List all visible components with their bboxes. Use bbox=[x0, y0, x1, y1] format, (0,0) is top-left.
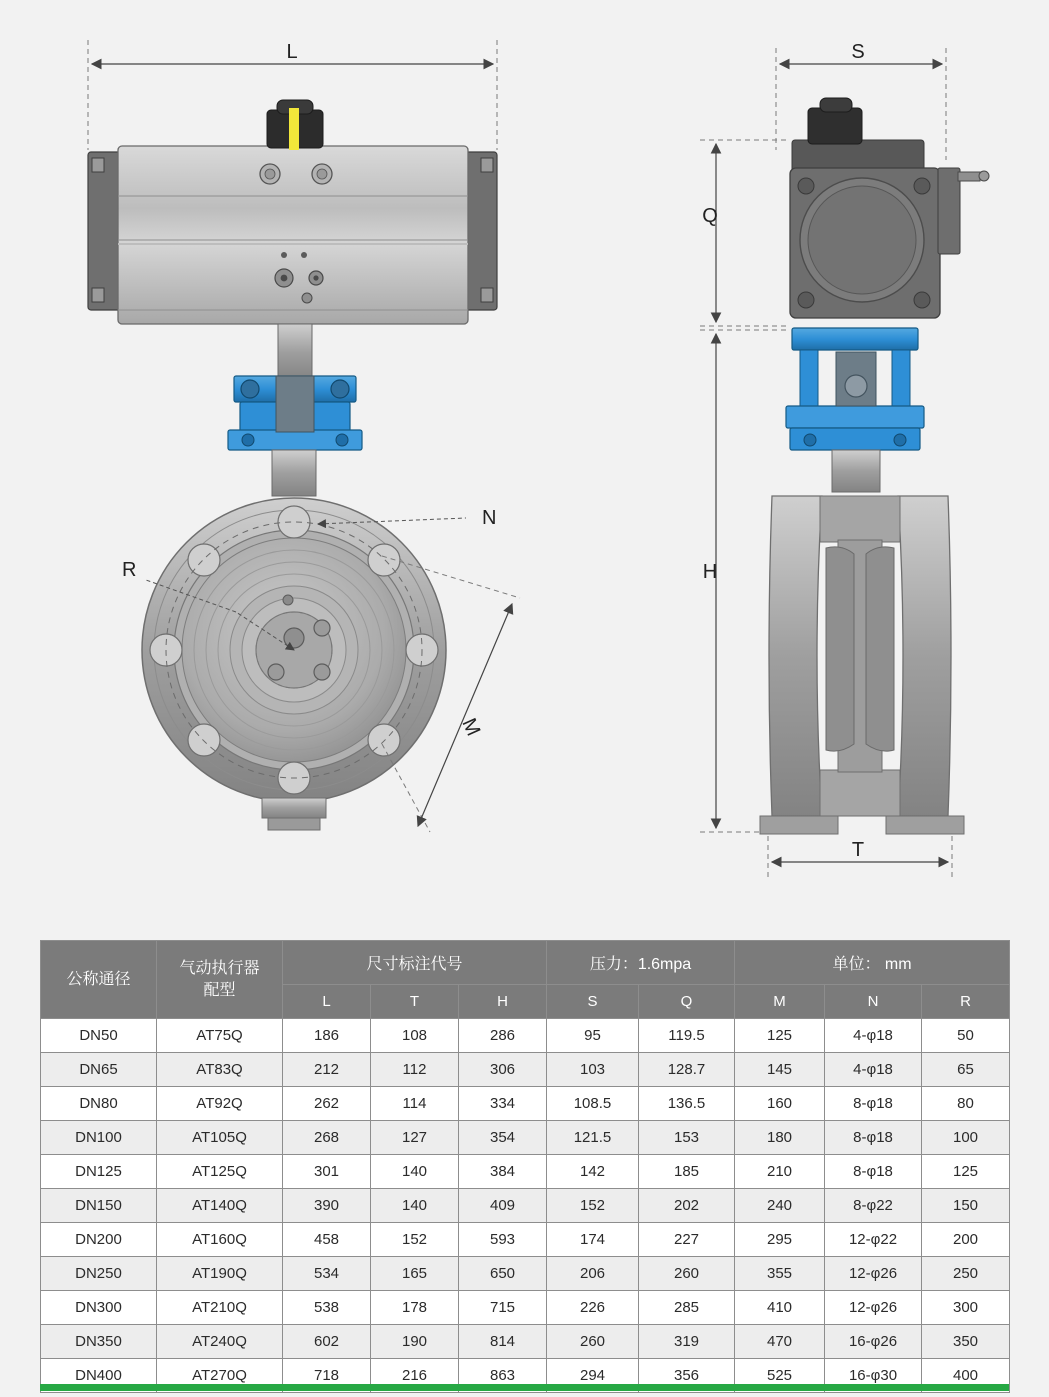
table-row bbox=[41, 1087, 1010, 1121]
cell-M: 180 bbox=[735, 1121, 825, 1155]
cell-S: 121.5 bbox=[547, 1121, 639, 1155]
cell-dn: DN80 bbox=[41, 1087, 157, 1121]
cell-T: 112 bbox=[371, 1053, 459, 1087]
cell-Q: 153 bbox=[639, 1121, 735, 1155]
cell-actuator: AT270Q bbox=[157, 1359, 283, 1393]
valve-body-side bbox=[760, 492, 964, 834]
position-indicator bbox=[267, 100, 323, 150]
cell-actuator: AT92Q bbox=[157, 1087, 283, 1121]
table-row bbox=[41, 1155, 1010, 1189]
cell-Q: 136.5 bbox=[639, 1087, 735, 1121]
cell-T: 152 bbox=[371, 1223, 459, 1257]
cell-L: 718 bbox=[283, 1359, 371, 1393]
cell-dn: DN200 bbox=[41, 1223, 157, 1257]
header-actuator-line2: 配型 bbox=[203, 981, 236, 999]
cell-S: 226 bbox=[547, 1291, 639, 1325]
cell-R: 100 bbox=[922, 1121, 1010, 1155]
cell-H: 384 bbox=[459, 1155, 547, 1189]
cell-H: 715 bbox=[459, 1291, 547, 1325]
cell-N: 12-φ26 bbox=[825, 1257, 922, 1291]
cell-dn: DN65 bbox=[41, 1053, 157, 1087]
dimension-label-Q: Q bbox=[702, 205, 718, 227]
cell-R: 150 bbox=[922, 1189, 1010, 1223]
cell-H: 593 bbox=[459, 1223, 547, 1257]
dimension-label-L: L bbox=[286, 41, 298, 63]
cell-H: 286 bbox=[459, 1019, 547, 1053]
cell-R: 250 bbox=[922, 1257, 1010, 1291]
cell-T: 114 bbox=[371, 1087, 459, 1121]
header-col-M: M bbox=[735, 985, 825, 1019]
cell-actuator: AT210Q bbox=[157, 1291, 283, 1325]
specification-table-body bbox=[41, 1019, 1010, 1393]
cell-actuator: AT190Q bbox=[157, 1257, 283, 1291]
header-group-dimensions: 尺寸标注代号 bbox=[283, 941, 547, 985]
cell-Q: 202 bbox=[639, 1189, 735, 1223]
header-col-Q: Q bbox=[639, 985, 735, 1019]
table-row bbox=[41, 1257, 1010, 1291]
cell-L: 268 bbox=[283, 1121, 371, 1155]
cell-dn: DN350 bbox=[41, 1325, 157, 1359]
cell-T: 140 bbox=[371, 1155, 459, 1189]
dimension-label-T: T bbox=[851, 839, 865, 861]
cell-S: 103 bbox=[547, 1053, 639, 1087]
cell-dn: DN50 bbox=[41, 1019, 157, 1053]
cell-L: 301 bbox=[283, 1155, 371, 1189]
bottom-accent-bar bbox=[40, 1384, 1009, 1391]
cell-L: 390 bbox=[283, 1189, 371, 1223]
cell-M: 125 bbox=[735, 1019, 825, 1053]
cell-N: 16-φ30 bbox=[825, 1359, 922, 1393]
header-col-S: S bbox=[547, 985, 639, 1019]
header-col-L: L bbox=[283, 985, 371, 1019]
cell-Q: 128.7 bbox=[639, 1053, 735, 1087]
cell-actuator: AT240Q bbox=[157, 1325, 283, 1359]
cell-R: 80 bbox=[922, 1087, 1010, 1121]
cell-M: 525 bbox=[735, 1359, 825, 1393]
cell-actuator: AT140Q bbox=[157, 1189, 283, 1223]
cell-S: 108.5 bbox=[547, 1087, 639, 1121]
cell-Q: 356 bbox=[639, 1359, 735, 1393]
table-row bbox=[41, 1325, 1010, 1359]
table-row bbox=[41, 1053, 1010, 1087]
cell-N: 4-φ18 bbox=[825, 1053, 922, 1087]
cell-S: 294 bbox=[547, 1359, 639, 1393]
cell-L: 212 bbox=[283, 1053, 371, 1087]
cell-H: 334 bbox=[459, 1087, 547, 1121]
cell-T: 190 bbox=[371, 1325, 459, 1359]
cell-T: 108 bbox=[371, 1019, 459, 1053]
header-group-unit: 单位： mm bbox=[735, 941, 1010, 985]
specification-table bbox=[40, 940, 1010, 1393]
cell-M: 145 bbox=[735, 1053, 825, 1087]
cell-L: 458 bbox=[283, 1223, 371, 1257]
cell-Q: 285 bbox=[639, 1291, 735, 1325]
dimension-label-N: N bbox=[482, 507, 497, 529]
cell-dn: DN150 bbox=[41, 1189, 157, 1223]
cell-L: 538 bbox=[283, 1291, 371, 1325]
cell-N: 8-φ18 bbox=[825, 1121, 922, 1155]
cell-R: 300 bbox=[922, 1291, 1010, 1325]
cell-H: 863 bbox=[459, 1359, 547, 1393]
cell-N: 16-φ26 bbox=[825, 1325, 922, 1359]
header-actuator-line1: 气动执行器 bbox=[179, 959, 260, 977]
cell-M: 355 bbox=[735, 1257, 825, 1291]
front-view bbox=[88, 40, 520, 832]
cell-T: 178 bbox=[371, 1291, 459, 1325]
table-row bbox=[41, 1019, 1010, 1053]
cell-M: 240 bbox=[735, 1189, 825, 1223]
mounting-bracket-side bbox=[786, 328, 924, 450]
cell-N: 8-φ18 bbox=[825, 1087, 922, 1121]
cell-R: 400 bbox=[922, 1359, 1010, 1393]
cell-Q: 227 bbox=[639, 1223, 735, 1257]
header-col-H: H bbox=[459, 985, 547, 1019]
header-actuator-model bbox=[157, 941, 283, 1019]
cell-R: 350 bbox=[922, 1325, 1010, 1359]
dimension-label-H: H bbox=[702, 561, 718, 583]
dimension-label-S: S bbox=[851, 41, 865, 63]
cell-S: 206 bbox=[547, 1257, 639, 1291]
cell-R: 125 bbox=[922, 1155, 1010, 1189]
side-view bbox=[700, 41, 989, 880]
table-row bbox=[41, 1291, 1010, 1325]
table-row bbox=[41, 1189, 1010, 1223]
cell-M: 160 bbox=[735, 1087, 825, 1121]
dimension-label-M: M bbox=[457, 715, 485, 740]
cell-M: 210 bbox=[735, 1155, 825, 1189]
cell-S: 142 bbox=[547, 1155, 639, 1189]
cell-Q: 319 bbox=[639, 1325, 735, 1359]
cell-actuator: AT83Q bbox=[157, 1053, 283, 1087]
header-col-T: T bbox=[371, 985, 459, 1019]
cell-L: 602 bbox=[283, 1325, 371, 1359]
cell-N: 12-φ22 bbox=[825, 1223, 922, 1257]
cell-L: 262 bbox=[283, 1087, 371, 1121]
cell-dn: DN300 bbox=[41, 1291, 157, 1325]
cell-T: 216 bbox=[371, 1359, 459, 1393]
specification-table-container bbox=[40, 940, 1009, 1393]
cell-actuator: AT160Q bbox=[157, 1223, 283, 1257]
cell-N: 8-φ18 bbox=[825, 1155, 922, 1189]
cell-R: 65 bbox=[922, 1053, 1010, 1087]
cell-M: 410 bbox=[735, 1291, 825, 1325]
cell-H: 650 bbox=[459, 1257, 547, 1291]
valve-body-front bbox=[142, 498, 446, 830]
cell-dn: DN400 bbox=[41, 1359, 157, 1393]
cell-H: 814 bbox=[459, 1325, 547, 1359]
header-col-N: N bbox=[825, 985, 922, 1019]
cell-N: 12-φ26 bbox=[825, 1291, 922, 1325]
dimension-Q bbox=[700, 140, 790, 326]
cell-dn: DN125 bbox=[41, 1155, 157, 1189]
cell-H: 354 bbox=[459, 1121, 547, 1155]
cell-S: 152 bbox=[547, 1189, 639, 1223]
cell-T: 165 bbox=[371, 1257, 459, 1291]
cell-N: 8-φ22 bbox=[825, 1189, 922, 1223]
header-nominal-diameter: 公称通径 bbox=[41, 941, 157, 1019]
cell-S: 174 bbox=[547, 1223, 639, 1257]
cell-R: 50 bbox=[922, 1019, 1010, 1053]
cell-actuator: AT105Q bbox=[157, 1121, 283, 1155]
cell-S: 95 bbox=[547, 1019, 639, 1053]
cell-T: 140 bbox=[371, 1189, 459, 1223]
table-row bbox=[41, 1121, 1010, 1155]
cell-actuator: AT125Q bbox=[157, 1155, 283, 1189]
cell-L: 186 bbox=[283, 1019, 371, 1053]
cell-Q: 185 bbox=[639, 1155, 735, 1189]
cell-H: 409 bbox=[459, 1189, 547, 1223]
cell-M: 470 bbox=[735, 1325, 825, 1359]
cell-N: 4-φ18 bbox=[825, 1019, 922, 1053]
mounting-bracket bbox=[228, 376, 362, 450]
cell-M: 295 bbox=[735, 1223, 825, 1257]
table-row bbox=[41, 1223, 1010, 1257]
dimension-T bbox=[768, 836, 952, 880]
cell-S: 260 bbox=[547, 1325, 639, 1359]
dimension-label-R: R bbox=[122, 559, 137, 581]
cell-T: 127 bbox=[371, 1121, 459, 1155]
cell-Q: 260 bbox=[639, 1257, 735, 1291]
cell-R: 200 bbox=[922, 1223, 1010, 1257]
cell-Q: 119.5 bbox=[639, 1019, 735, 1053]
cell-dn: DN100 bbox=[41, 1121, 157, 1155]
cell-L: 534 bbox=[283, 1257, 371, 1291]
header-col-R: R bbox=[922, 985, 1010, 1019]
header-group-pressure: 压力：1.6mpa bbox=[547, 941, 735, 985]
cell-dn: DN250 bbox=[41, 1257, 157, 1291]
cell-actuator: AT75Q bbox=[157, 1019, 283, 1053]
cell-H: 306 bbox=[459, 1053, 547, 1087]
